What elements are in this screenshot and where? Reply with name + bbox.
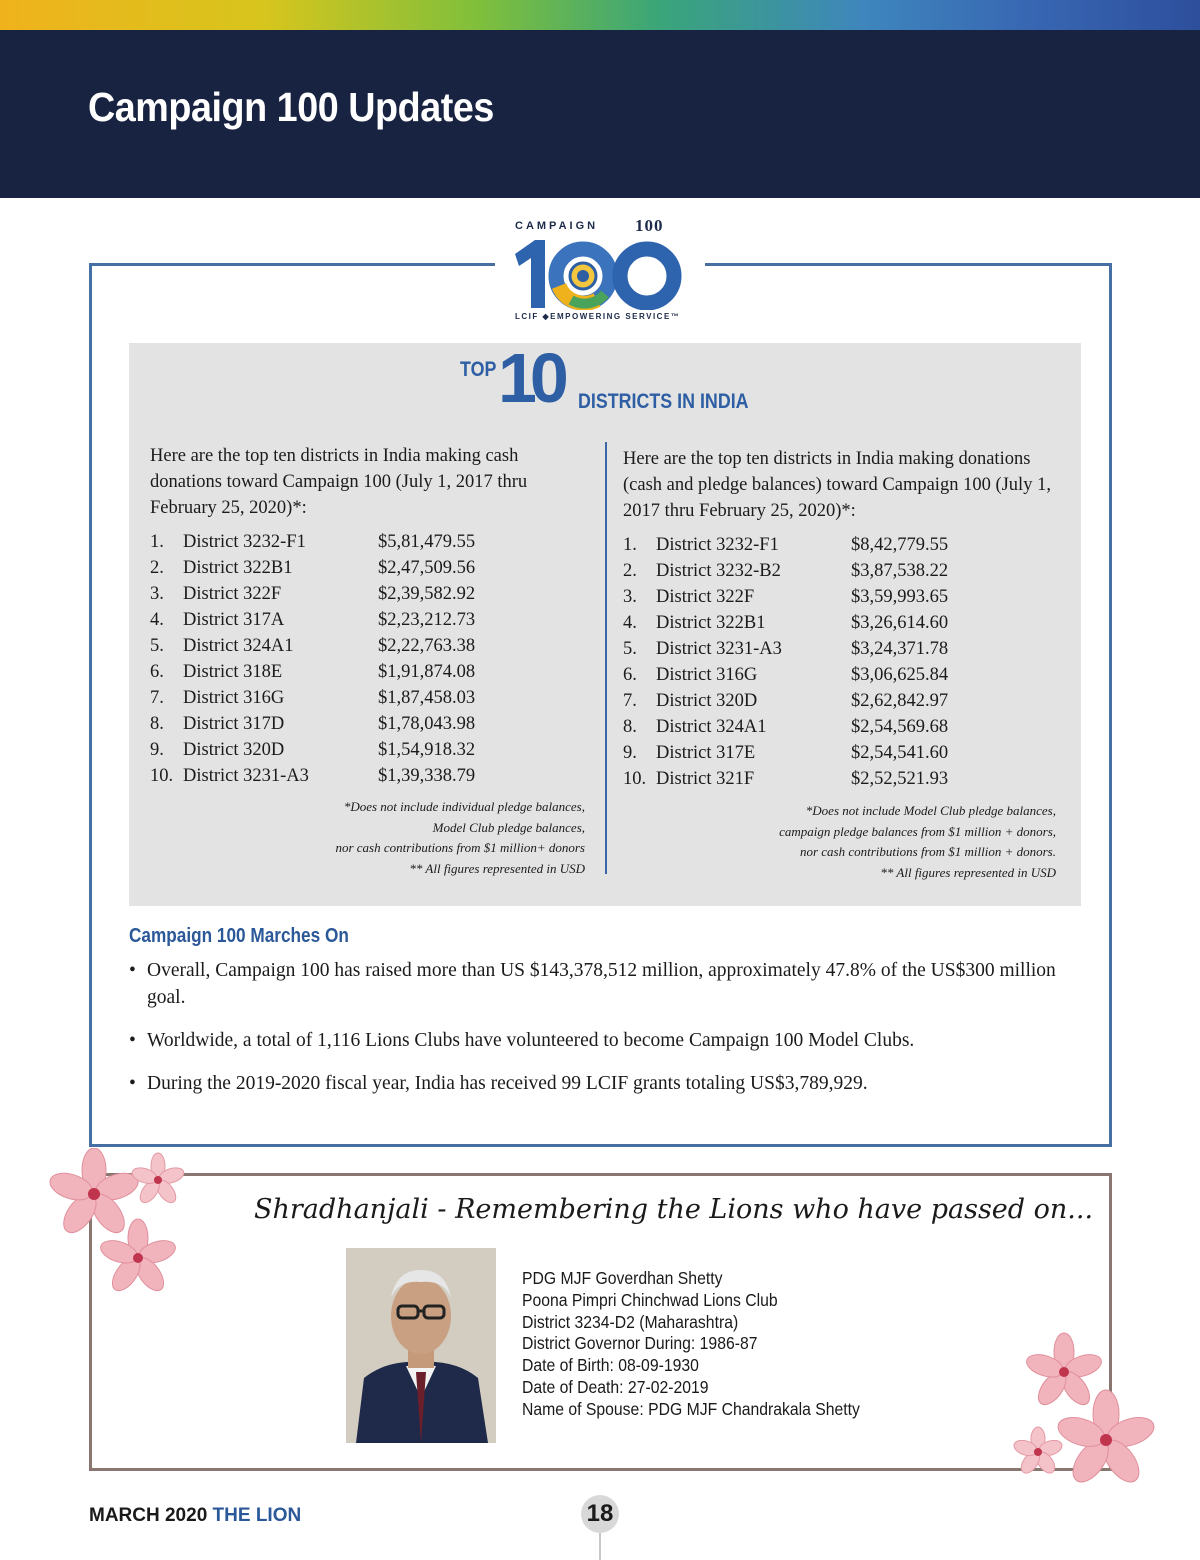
district-name: District 3232-B2	[656, 561, 781, 581]
district-name: District 317E	[656, 743, 756, 763]
donation-amount: $2,62,842.97	[851, 691, 949, 711]
rank-number: 5.	[623, 639, 637, 659]
top10-number: 10	[498, 339, 562, 417]
district-name: District 316G	[656, 665, 758, 685]
list-item: • Overall, Campaign 100 has raised more than US $143,378,512 million, approximately 47.8% of the US$300 million goal.	[129, 957, 1069, 1011]
district-name: District 320D	[183, 740, 285, 760]
footnote-line: nor cash contributions from $1 million+ donors	[335, 840, 585, 855]
list-item	[623, 636, 1063, 662]
rank-number: 7.	[150, 688, 164, 708]
donation-amount: $1,91,874.08	[378, 662, 476, 682]
list-item	[623, 584, 1063, 610]
district-name: District 317A	[183, 610, 285, 630]
rank-number: 9.	[150, 740, 164, 760]
list-item	[623, 610, 1063, 636]
donation-amount: $3,87,538.22	[851, 561, 949, 581]
footer-magazine: THE LION	[212, 1505, 302, 1526]
portrait-photo	[346, 1248, 496, 1443]
district-name: District 317D	[183, 714, 285, 734]
rank-number: 10.	[623, 769, 647, 789]
district-name: District 320D	[656, 691, 758, 711]
memorial-line: District 3234-D2 (Maharashtra)	[522, 1311, 739, 1332]
logo-tagline: LCIF ◆EMPOWERING SERVICE™	[515, 312, 681, 321]
donation-amount: $3,26,614.60	[851, 613, 949, 633]
page-number: 18	[581, 1495, 619, 1533]
list-item	[150, 529, 590, 555]
donation-amount: $2,22,763.38	[378, 636, 476, 656]
list-item: • During the 2019-2020 fiscal year, India has received 99 LCIF grants totaling US$3,789,929.	[129, 1070, 1069, 1097]
page-number-line	[599, 1533, 601, 1560]
top10-subtitle: DISTRICTS IN INDIA	[578, 390, 749, 413]
donation-amount: $2,54,569.68	[851, 717, 949, 737]
donation-amount: $2,54,541.60	[851, 743, 949, 763]
flower-decoration-left-icon	[34, 1148, 204, 1308]
footnote-line: *Does not include Model Club pledge balances,	[805, 803, 1056, 818]
list-item	[150, 763, 590, 789]
memorial-line: PDG MJF Goverdhan Shetty	[522, 1268, 723, 1288]
memorial-line: District Governor During: 1986-87	[522, 1333, 758, 1354]
rank-number: 1.	[150, 532, 164, 552]
top-gradient-bar	[0, 0, 1200, 30]
footnote-line: ** All figures represented in USD	[880, 864, 1056, 880]
district-name: District 3232-F1	[656, 535, 779, 555]
donation-amount: $1,78,043.98	[378, 714, 476, 734]
footnote-line: Model Club pledge balances,	[432, 819, 585, 835]
list-item	[623, 688, 1063, 714]
list-item	[150, 685, 590, 711]
memorial-title: Shradhanjali - Remembering the Lions who have passed on...	[254, 1194, 1094, 1225]
footer-issue	[89, 1505, 301, 1527]
rank-number: 2.	[150, 558, 164, 578]
district-name: District 3231-A3	[183, 766, 309, 786]
list-item	[150, 555, 590, 581]
top10-top-word: TOP	[460, 358, 497, 381]
memorial-line: Name of Spouse: PDG MJF Chandrakala Shetty	[522, 1398, 860, 1419]
donation-amount: $5,81,479.55	[378, 532, 476, 552]
donation-amount: $8,42,779.55	[851, 535, 949, 555]
donation-amount: $2,52,521.93	[851, 769, 949, 789]
district-name: District 324A1	[656, 717, 767, 737]
pledge-ranking-list	[623, 532, 1063, 792]
footer-date: MARCH 2020	[89, 1505, 208, 1526]
rank-number: 3.	[623, 587, 637, 607]
list-item	[150, 633, 590, 659]
rank-number: 2.	[623, 561, 637, 581]
footnote-line: nor cash contributions from $1 million + donors.	[799, 844, 1056, 859]
list-item: • Worldwide, a total of 1,116 Lions Clubs have volunteered to become Campaign 100 Model Clubs.	[129, 1027, 1069, 1054]
cash-ranking-list	[150, 529, 590, 789]
list-item	[623, 766, 1063, 792]
rank-number: 5.	[150, 636, 164, 656]
list-item	[623, 740, 1063, 766]
portrait-image-icon	[346, 1248, 496, 1443]
footnote-line: *Does not include individual pledge balances,	[343, 799, 585, 814]
top10-heading	[460, 339, 760, 418]
pledge-donations-column	[623, 446, 1063, 792]
rank-number: 1.	[623, 535, 637, 555]
list-item	[623, 558, 1063, 584]
donation-amount: $1,39,338.79	[378, 766, 476, 786]
memorial-line: Date of Birth: 08-09-1930	[522, 1355, 699, 1376]
rank-number: 9.	[623, 743, 637, 763]
list-item	[623, 532, 1063, 558]
donation-amount: $3,24,371.78	[851, 639, 949, 659]
logo-100-icon	[513, 238, 685, 310]
memorial-line: Date of Death: 27-02-2019	[522, 1376, 709, 1397]
district-name: District 3232-F1	[183, 532, 306, 552]
list-item	[623, 662, 1063, 688]
cash-footnote	[150, 797, 585, 879]
rank-number: 6.	[150, 662, 164, 682]
memorial-line: Poona Pimpri Chinchwad Lions Club	[522, 1289, 778, 1310]
list-item	[150, 711, 590, 737]
donation-amount: $3,06,625.84	[851, 665, 949, 685]
pledge-footnote	[623, 801, 1056, 883]
rank-number: 6.	[623, 665, 637, 685]
district-name: District 321F	[656, 769, 755, 789]
rank-number: 7.	[623, 691, 637, 711]
page-title: Campaign 100 Updates	[88, 84, 494, 130]
rank-number: 4.	[150, 610, 164, 630]
logo-campaign-number: 100	[635, 216, 664, 235]
donation-amount: $2,23,212.73	[378, 610, 476, 630]
rank-number: 8.	[623, 717, 637, 737]
list-item	[623, 714, 1063, 740]
marches-on-heading: Campaign 100 Marches On	[129, 925, 349, 947]
district-name: District 316G	[183, 688, 285, 708]
district-name: District 3231-A3	[656, 639, 782, 659]
district-name: District 322F	[183, 584, 282, 604]
logo-campaign-text: CAMPAIGN	[515, 220, 599, 232]
donation-amount: $1,87,458.03	[378, 688, 476, 708]
district-name: District 322F	[656, 587, 755, 607]
cash-donations-column	[150, 443, 590, 789]
district-name: District 322B1	[183, 558, 293, 578]
list-item	[150, 581, 590, 607]
list-item	[150, 659, 590, 685]
district-name: District 322B1	[656, 613, 766, 633]
footnote-line: campaign pledge balances from $1 million + donors,	[779, 823, 1056, 839]
cash-intro: Here are the top ten districts in India making cash donations toward Campaign 100 (July 1, 2017 thru February 25, 2020)*:	[150, 446, 528, 518]
list-item	[150, 737, 590, 763]
donation-amount: $1,54,918.32	[378, 740, 476, 760]
campaign-100-logo	[495, 210, 705, 332]
rank-number: 3.	[150, 584, 164, 604]
rank-number: 10.	[150, 766, 174, 786]
rank-number: 8.	[150, 714, 164, 734]
footnote-line: ** All figures represented in USD	[409, 860, 585, 876]
donation-amount: $2,47,509.56	[378, 558, 476, 578]
marches-on-bullets	[129, 957, 1069, 1097]
column-divider	[605, 442, 607, 874]
memorial-details	[522, 1268, 860, 1421]
list-item	[150, 607, 590, 633]
district-name: District 324A1	[183, 636, 294, 656]
district-name: District 318E	[183, 662, 283, 682]
pledge-intro: Here are the top ten districts in India making donations (cash and pledge balances) toward Campaign 100 (July 1, 2017 thru February 25, 2020)*:	[623, 449, 1051, 521]
flower-decoration-right-icon	[1004, 1328, 1174, 1493]
donation-amount: $3,59,993.65	[851, 587, 949, 607]
rank-number: 4.	[623, 613, 637, 633]
donation-amount: $2,39,582.92	[378, 584, 476, 604]
